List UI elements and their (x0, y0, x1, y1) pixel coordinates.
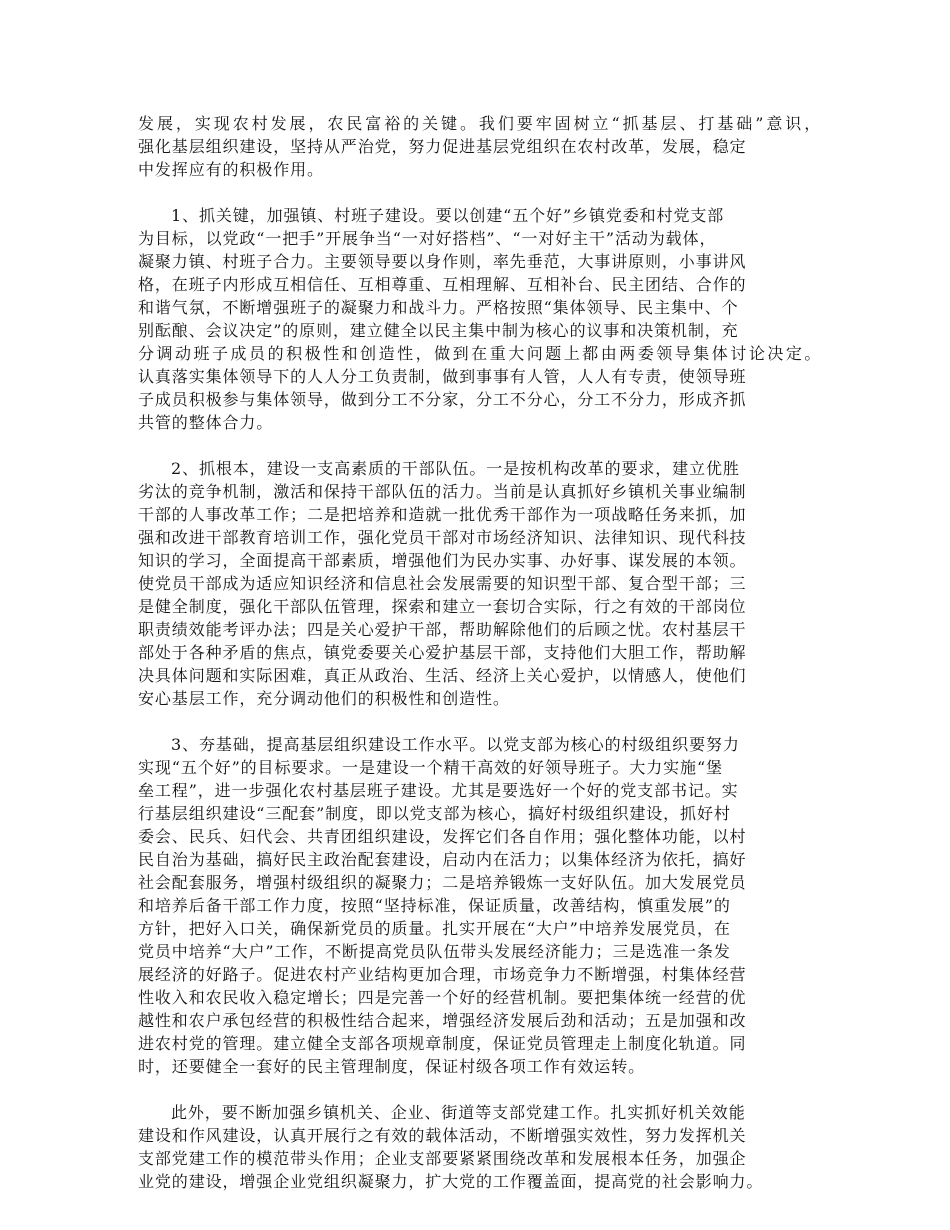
text-line: 凝聚力镇、村班子合力。主要领导要以身作则，率先垂范，大事讲原则，小事讲风 (138, 252, 747, 271)
text-line: 劣汰的竞争机制，激活和保持干部队伍的活力。当前是认真抓好乡镇机关事业编制 (138, 482, 747, 501)
text-line: 分调动班子成员的积极性和创造性，做到在重大问题上都由两委领导集体讨论决定。 (138, 344, 823, 363)
text-line: 行基层组织建设“三配套”制度，即以党支部为核心，搞好村级组织建设，抓好村 (138, 804, 731, 823)
text-line: 决具体问题和实际困难，真正从政治、生活、经济上关心爱护，以情感人，使他们 (138, 666, 747, 685)
text-line: 社会配套服务，增强村级组织的凝聚力；二是培养锻炼一支好队伍。加大发展党员 (138, 873, 747, 892)
text-line: 越性和农户承包经营的积极性结合起来，增强经济发展后劲和活动；五是加强和改 (138, 1011, 747, 1030)
paragraph (138, 1101, 823, 1193)
text-line: 格，在班子内形成互相信任、互相尊重、互相理解、互相补台、民主团结、合作的 (138, 275, 747, 294)
text-line: 党员中培养“大户”工作，不断提高党员队伍带头发展经济能力；三是选准一条发 (138, 942, 731, 961)
paragraph-spacer (138, 1078, 823, 1101)
paragraph (138, 457, 823, 710)
document-body (138, 112, 823, 1193)
text-line: 性收入和农民收入稳定增长；四是完善一个好的经营机制。要把集体统一经营的优 (138, 988, 747, 1007)
text-line: 认真落实集体领导下的人人分工负责制，做到事事有人管，人人有专责，使领导班 (138, 367, 747, 386)
text-line: 共管的整体合力。 (138, 413, 274, 432)
text-line: 和培养后备干部工作力度，按照“坚持标准，保证质量，改善结构，慎重发展”的 (138, 896, 731, 915)
text-line: 3、夯基础，提高基层组织建设工作水平。以党支部为核心的村级组织要努力 (171, 735, 740, 754)
text-line: 职责绩效能考评办法；四是关心爱护干部，帮助解除他们的后顾之忧。农村基层干 (138, 620, 747, 639)
text-line: 中发挥应有的积极作用。 (138, 160, 324, 179)
text-line: 干部的人事改革工作；二是把培养和造就一批优秀干部作为一项战略任务来抓，加 (138, 505, 747, 524)
text-line: 发展，实现农村发展，农民富裕的关键。我们要牢固树立“抓基层、打基础”意识， (138, 114, 824, 133)
text-line: 为目标，以党政“一把手”开展争当“一对好搭档”、“一对好主干”活动为载体， (138, 229, 717, 248)
text-line: 强和改进干部教育培训工作，强化党员干部对市场经济知识、法律知识、现代科技 (138, 528, 747, 547)
paragraph (138, 204, 823, 434)
text-line: 实现“五个好”的目标要求。一是建设一个精干高效的好领导班子。大力实施“堡 (138, 758, 723, 777)
text-line: 子成员积极参与集体领导，做到分工不分家，分工不分心，分工不分力，形成齐抓 (138, 390, 747, 409)
text-line: 此外，要不断加强乡镇机关、企业、街道等支部党建工作。扎实抓好机关效能 (171, 1103, 746, 1122)
text-line: 强化基层组织建设，坚持从严治党，努力促进基层党组织在农村改革，发展，稳定 (138, 137, 747, 156)
text-line: 是健全制度，强化干部队伍管理，探索和建立一套切合实际，行之有效的干部岗位 (138, 597, 747, 616)
paragraph (138, 112, 823, 181)
text-line: 和谐气氛，不断增强班子的凝聚力和战斗力。严格按照“集体领导、民主集中、个 (138, 298, 739, 317)
text-line: 使党员干部成为适应知识经济和信息社会发展需要的知识型干部、复合型干部；三 (138, 574, 747, 593)
text-line: 支部党建工作的模范带头作用；企业支部要紧紧围绕改革和发展根本任务，加强企 (138, 1149, 747, 1168)
text-line: 1、抓关键，加强镇、村班子建设。要以创建“五个好”乡镇党委和村党支部 (171, 206, 725, 225)
text-line: 方针，把好入口关，确保新党员的质量。扎实开展在“大户”中培养发展党员，在 (138, 919, 731, 938)
text-line: 委会、民兵、妇代会、共青团组织建设，发挥它们各自作用；强化整体功能，以村 (138, 827, 747, 846)
paragraph-spacer (138, 181, 823, 204)
paragraph (138, 733, 823, 1078)
text-line: 部处于各种矛盾的焦点，镇党委要关心爱护基层干部，支持他们大胆工作，帮助解 (138, 643, 747, 662)
text-line: 民自治为基础，搞好民主政治配套建设，启动内在活力；以集体经济为依托，搞好 (138, 850, 747, 869)
text-line: 安心基层工作，充分调动他们的积极性和创造性。 (138, 689, 510, 708)
paragraph-spacer (138, 434, 823, 457)
text-line: 垒工程”，进一步强化农村基层班子建设。尤其是要选好一个好的党支部书记。实 (138, 781, 739, 800)
text-line: 进农村党的管理。建立健全支部各项规章制度，保证党员管理走上制度化轨道。同 (138, 1034, 747, 1053)
text-line: 业党的建设，增强企业党组织凝聚力，扩大党的工作覆盖面，提高党的社会影响力。 (138, 1172, 764, 1191)
text-line: 建设和作风建设，认真开展行之有效的载体活动，不断增强实效性，努力发挥机关 (138, 1126, 747, 1145)
text-line: 别酝酿、会议决定”的原则，建立健全以民主集中制为核心的议事和决策机制，充 (138, 321, 739, 340)
text-line: 时，还要健全一套好的民主管理制度，保证村级各项工作有效运转。 (138, 1057, 646, 1076)
text-line: 2、抓根本，建设一支高素质的干部队伍。一是按机构改革的要求，建立优胜 (171, 459, 740, 478)
text-line: 展经济的好路子。促进农村产业结构更加合理，市场竞争力不断增强，村集体经营 (138, 965, 747, 984)
paragraph-spacer (138, 710, 823, 733)
text-line: 知识的学习，全面提高干部素质，增强他们为民办实事、办好事、谋发展的本领。 (138, 551, 747, 570)
